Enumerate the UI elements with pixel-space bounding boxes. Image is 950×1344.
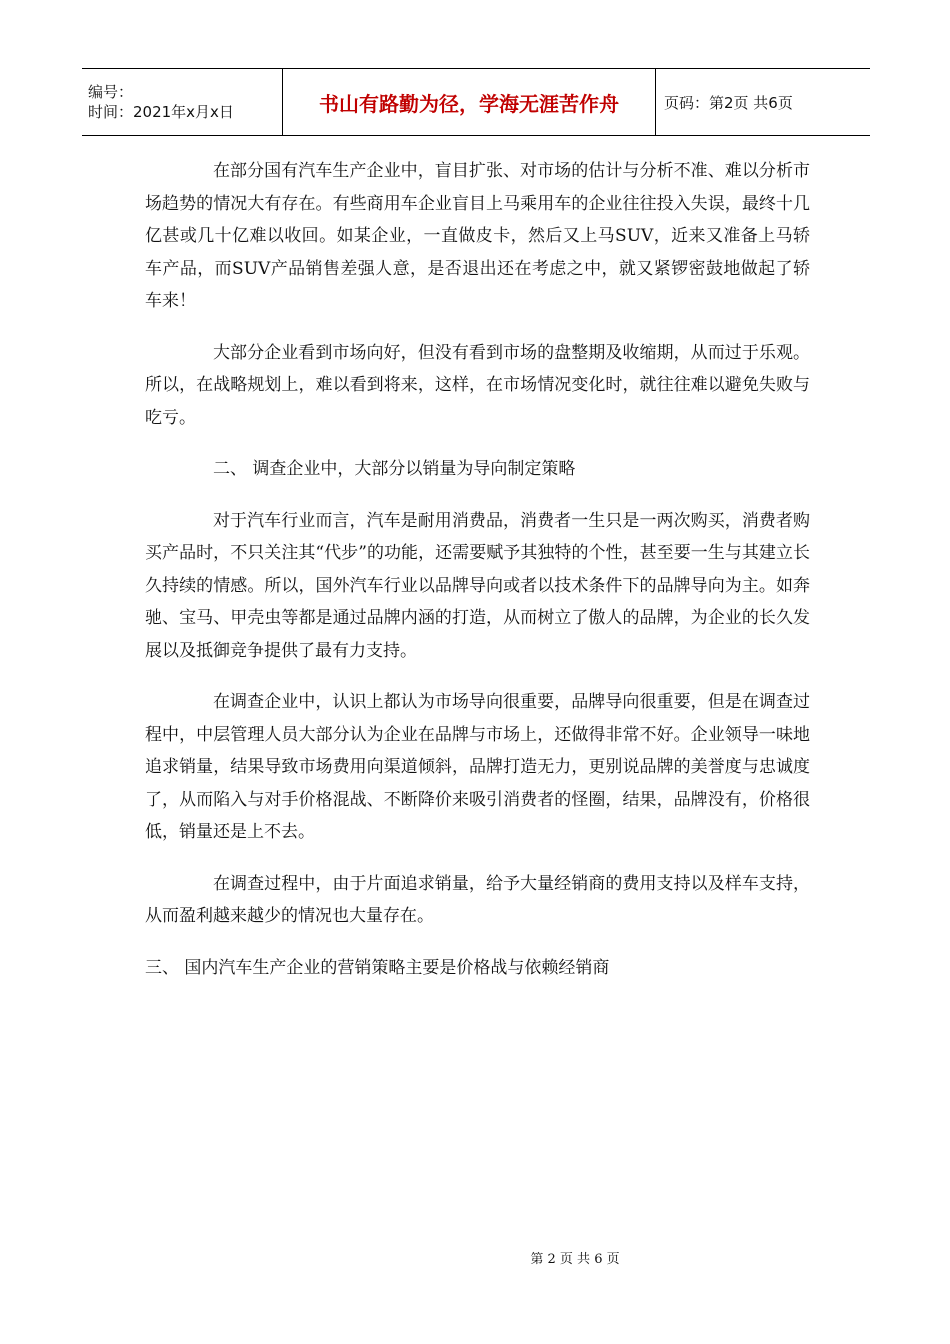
doc-number-label: 编号： bbox=[88, 83, 134, 101]
paragraph: 对于汽车行业而言，汽车是耐用消费品，消费者一生只是一两次购买，消费者购买产品时，不只关注其“代步”的功能，还需要赋予其独特的个性，甚至要一生与其建立长久持续的情感。所以，国外汽车行业以品牌导向或者以技术条件下的品牌导向为主。如奔驰、宝马、甲壳虫等都是通过品牌内涵的打造，从而树立了傲人的品牌，为企业的长久发展以及抵御竞争提供了最有力支持。 bbox=[145, 510, 810, 661]
paragraph: 大部分企业看到市场向好，但没有看到市场的盘整期及收缩期，从而过于乐观。所以，在战略规划上，难以看到将来，这样，在市场情况变化时，就往往难以避免失败与吃亏。 bbox=[145, 342, 810, 428]
header-motto: 书山有路勤为径，学海无涯苦作舟 bbox=[319, 91, 619, 116]
page-header bbox=[82, 68, 870, 136]
section-heading: 二、 调查企业中，大部分以销量为导向制定策略 bbox=[213, 459, 576, 479]
paragraph: 在调查企业中，认识上都认为市场导向很重要，品牌导向很重要，但是在调查过程中，中层管理人员大部分认为企业在品牌与市场上，还做得非常不好。企业领导一味地追求销量，结果导致市场费用向渠道倾斜，品牌打造无力，更别说品牌的美誉度与忠诚度了，从而陷入与对手价格混战、不断降价来吸引消费者的怪圈，结果，品牌没有，价格很低，销量还是上不去。 bbox=[145, 692, 810, 842]
page-footer bbox=[0, 1248, 950, 1267]
footer-page-number: 第 2 页 共 6 页 bbox=[530, 1252, 620, 1267]
doc-time-label: 时间：2021年x月x日 bbox=[88, 103, 234, 121]
header-page-number: 页码：第2页 共6页 bbox=[664, 93, 793, 112]
paragraph: 在部分国有汽车生产企业中，盲目扩张、对市场的估计与分析不准、难以分析市场趋势的情况大有存在。有些商用车企业盲目上马乘用车的企业往往投入失误，最终十几亿甚或几十亿难以收回。如某企业，一直做皮卡，然后又上马SUV，近来又准备上马轿车产品，而SUV产品销售差强人意，是否退出还在考虑之中，就又紧锣密鼓地做起了轿车来！ bbox=[145, 161, 810, 311]
header-meta bbox=[82, 69, 282, 135]
document-body bbox=[145, 155, 810, 1003]
header-motto-cell bbox=[282, 69, 656, 135]
section-heading: 三、 国内汽车生产企业的营销策略主要是价格战与依赖经销商 bbox=[145, 957, 610, 978]
paragraph: 在调查过程中，由于片面追求销量，给予大量经销商的费用支持以及样车支持，从而盈利越来越少的情况也大量存在。 bbox=[145, 873, 810, 926]
